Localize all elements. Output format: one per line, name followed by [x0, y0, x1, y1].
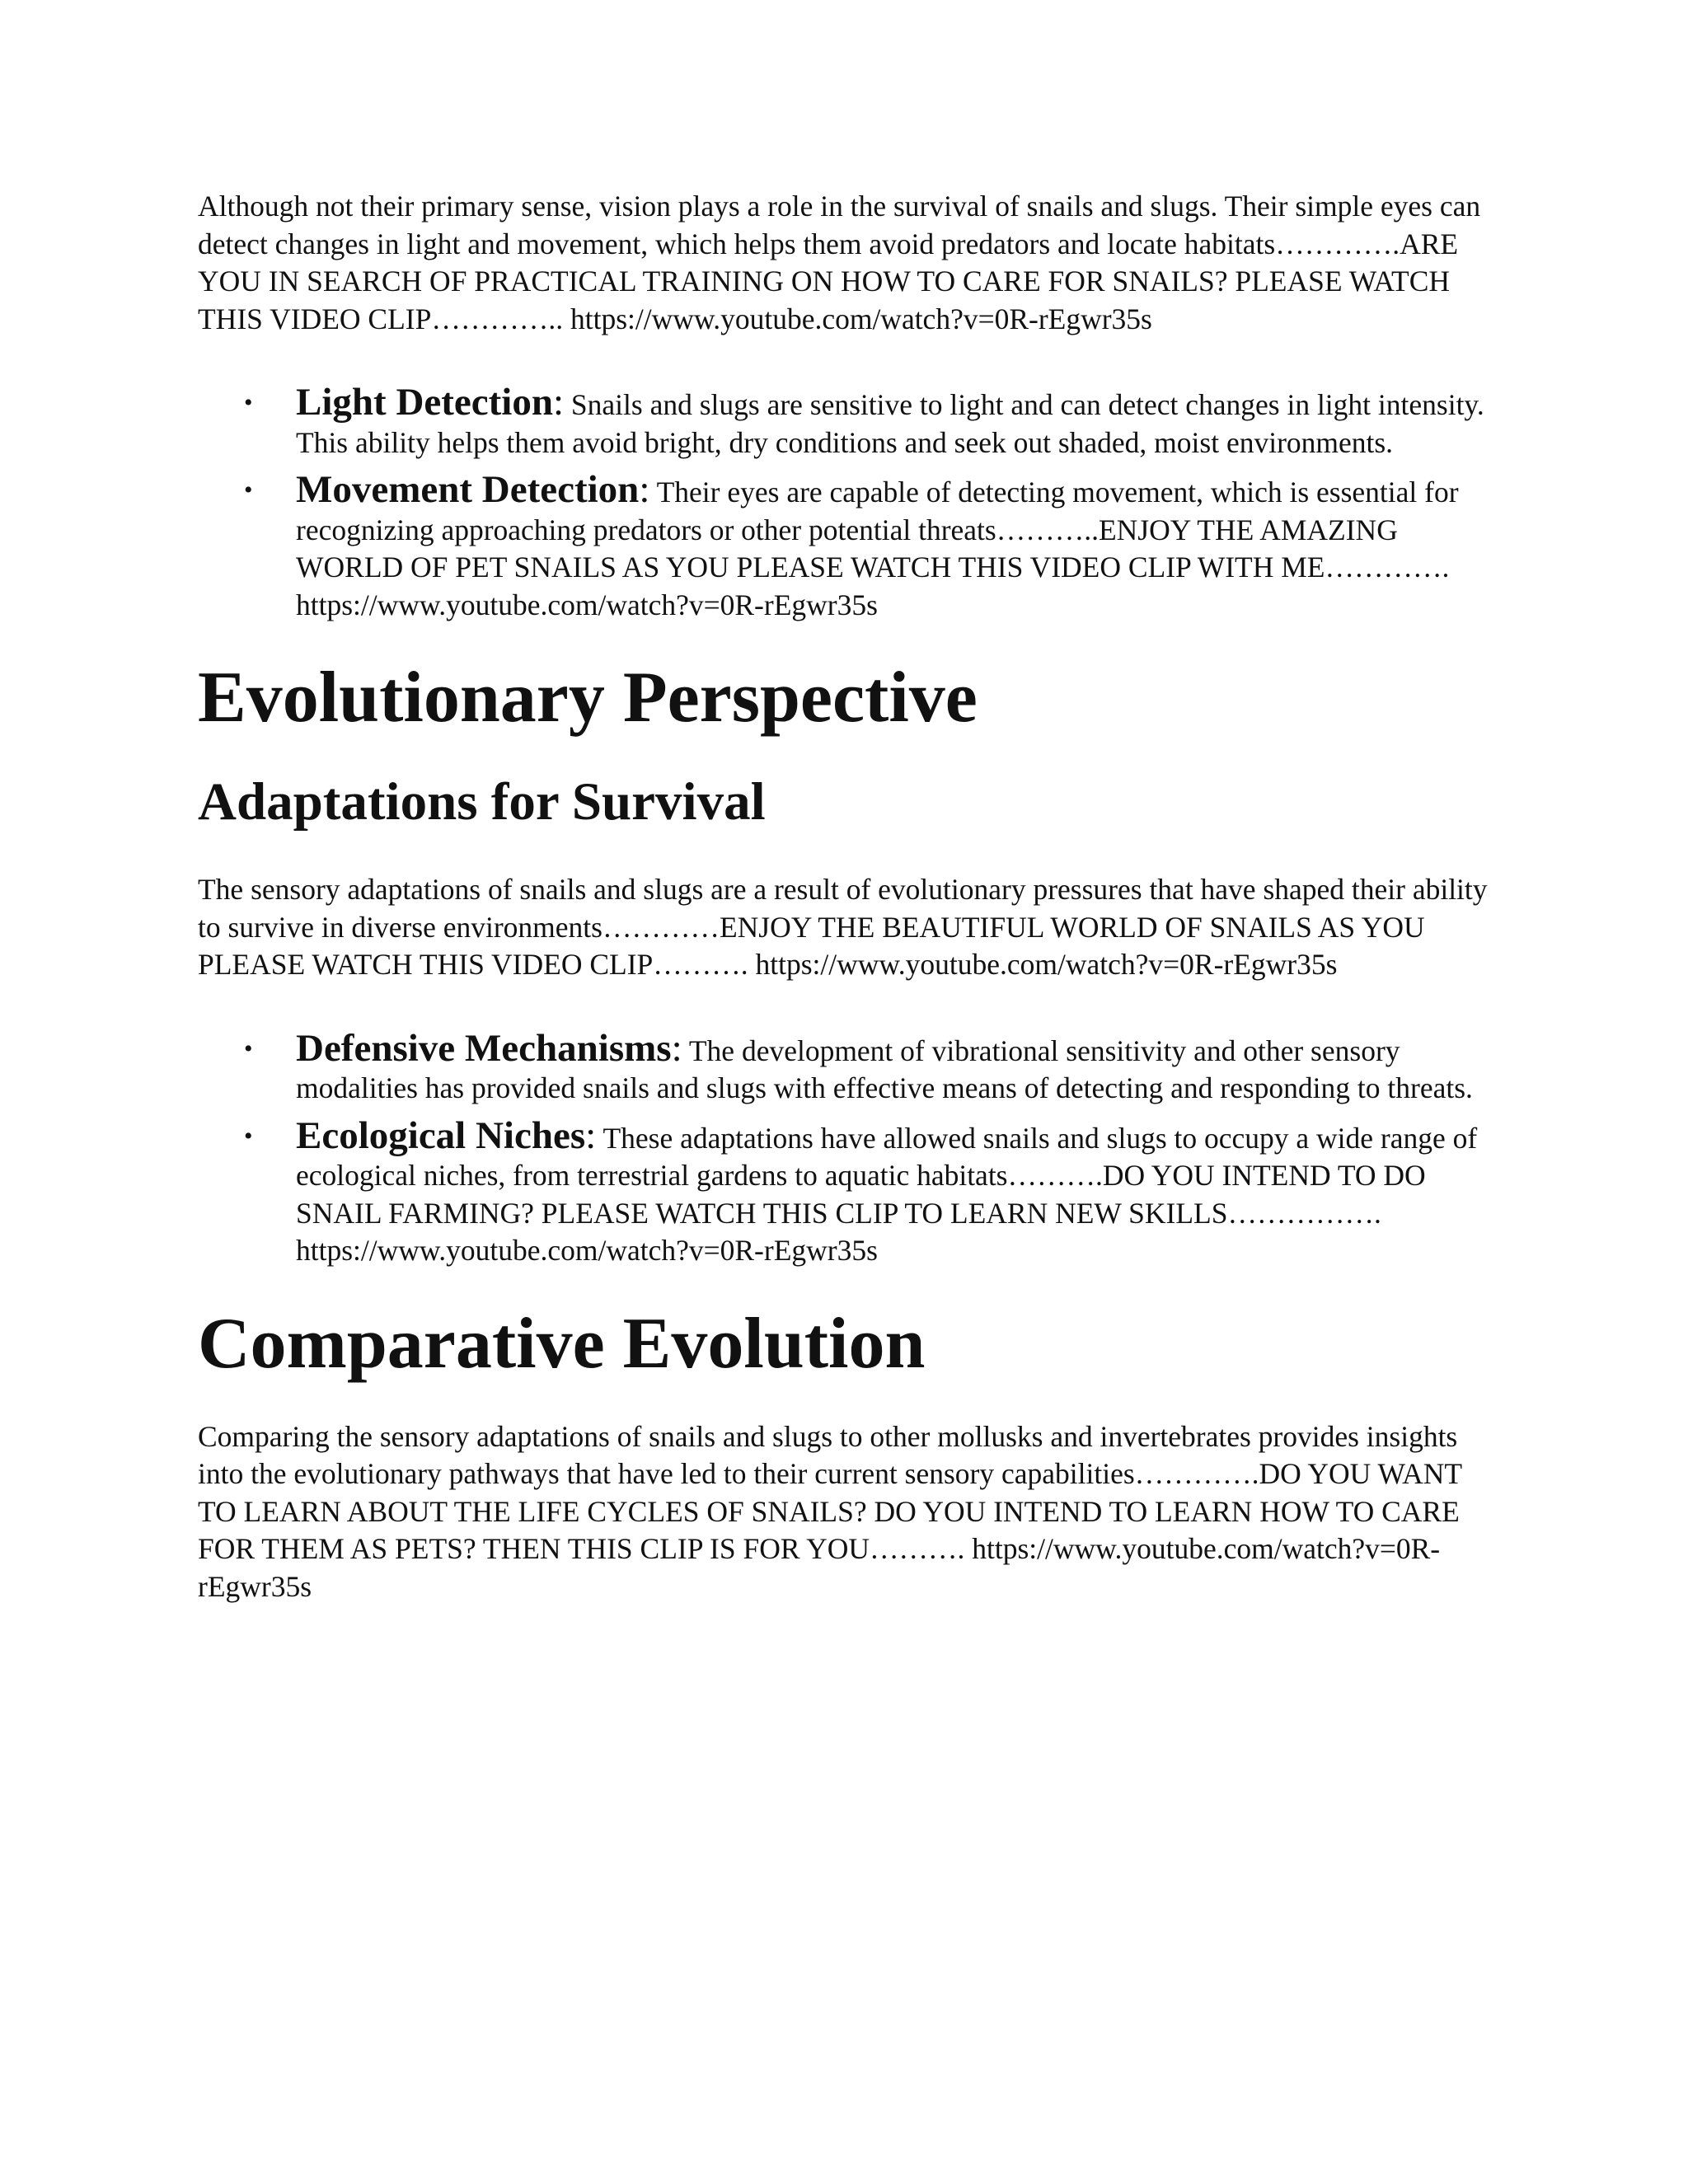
bullet-icon: •: [244, 476, 253, 504]
bullet-colon: :: [585, 1113, 597, 1157]
bullet-text: The development of vibrational sensitivity and other sensory modalities has provided snails and slugs with effective means of detecting and responding to threats.: [296, 1033, 1473, 1104]
bullet-colon: :: [671, 1026, 682, 1070]
bullet-term: Ecological Niches: [296, 1113, 586, 1157]
list-item: [198, 381, 1500, 462]
bullet-term: Movement Detection: [296, 468, 640, 511]
bullet-term: Light Detection: [296, 381, 553, 424]
adaptations-paragraph: The sensory adaptations of snails and slugs are a result of evolutionary pressures that have shaped their ability to survive in diverse environments…………ENJOY THE BEAUTIFUL WORLD OF SNAILS AS YOU PLEASE WATCH THIS VIDEO CLIP………. https://www.youtube.com/watch?v=0R-rEgwr35s: [198, 873, 1488, 981]
bullet-text: Snails and slugs are sensitive to light and can detect changes in light intensity. This ability helps them avoid bright, dry conditions and seek out shaded, moist environments.: [296, 388, 1484, 459]
bullet-icon: •: [244, 1034, 253, 1062]
list-item: [198, 468, 1500, 624]
subheading-adaptations-for-survival: Adaptations for Survival: [198, 772, 766, 832]
intro-paragraph: Although not their primary sense, vision plays a role in the survival of snails and slugs. Their simple eyes can detect changes in light and movement, which helps them avoid predators and locate habitats………….ARE YOU IN SEARCH OF PRACTICAL TRAINING ON HOW TO CARE FOR SNAILS? PLEASE WATCH THIS VIDEO CLIP………….. https://www.youtube.com/watch?v=0R-rEgwr35s: [198, 190, 1481, 335]
bullet-colon: :: [552, 381, 565, 424]
bullet-text: These adaptations have allowed snails and slugs to occupy a wide range of ecological niches, from terrestrial gardens to aquatic habitats……….DO YOU INTEND TO DO SNAIL FARMING? PLEASE WATCH THIS CLIP TO LEARN NEW SKILLS……………. https://www.youtube.com/watch?v=0R-rEgwr35s: [296, 1121, 1478, 1267]
heading-comparative-evolution: Comparative Evolution: [198, 1303, 926, 1384]
comparative-paragraph: Comparing the sensory adaptations of snails and slugs to other mollusks and invertebrates provides insights into the evolutionary pathways that have led to their current sensory capabilities………….DO YOU WANT TO LEARN ABOUT THE LIFE CYCLES OF SNAILS? DO YOU INTEND TO LEARN HOW TO CARE FOR THEM AS PETS? THEN THIS CLIP IS FOR YOU………. https://www.youtube.com/watch?v=0R-rEgwr35s: [198, 1419, 1462, 1603]
list-item: [198, 1026, 1500, 1108]
bullet-icon: •: [244, 1122, 253, 1150]
bullet-colon: :: [639, 468, 650, 511]
bullet-text: Their eyes are capable of detecting movement, which is essential for recognizing approaching predators or other potential threats………..ENJOY THE AMAZING WORLD OF PET SNAILS AS YOU PLEASE WATCH THIS VIDEO CLIP WITH ME…………. https://www.youtube.com/watch?v=0R-rEgwr35s: [296, 476, 1459, 621]
bullet-term: Defensive Mechanisms: [296, 1026, 672, 1070]
vision-bullet-list: [198, 381, 1500, 624]
list-item: [198, 1113, 1500, 1270]
document-page: [198, 188, 1500, 1605]
heading-evolutionary-perspective: Evolutionary Perspective: [198, 658, 978, 738]
adaptation-bullet-list: [198, 1026, 1500, 1270]
bullet-icon: •: [244, 389, 253, 416]
